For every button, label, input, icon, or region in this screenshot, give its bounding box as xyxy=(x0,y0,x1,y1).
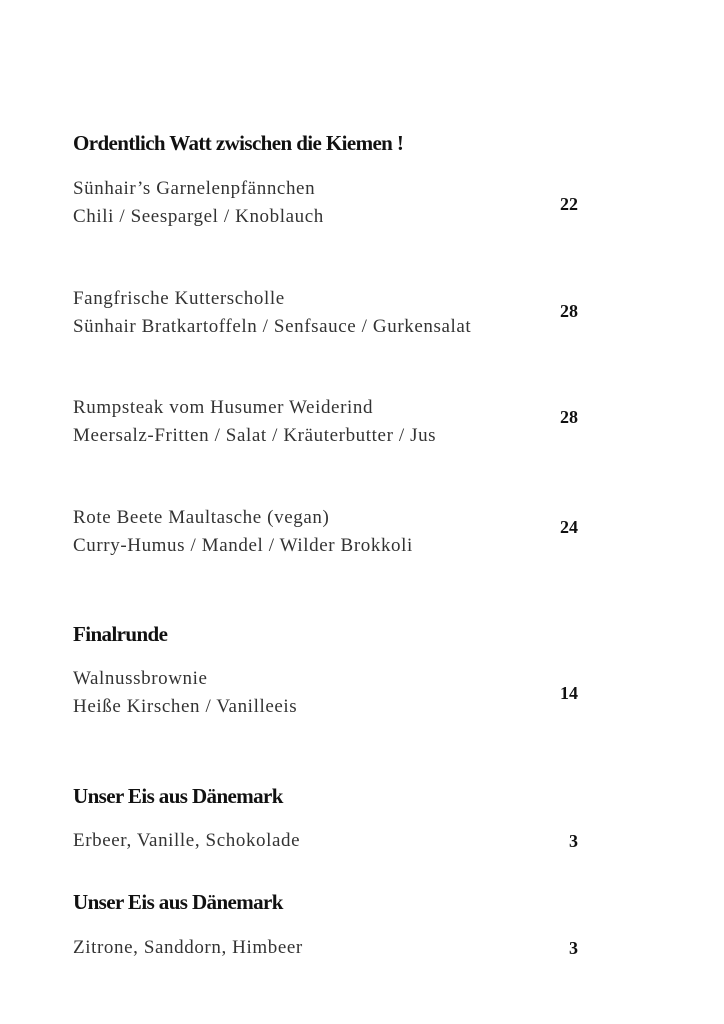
item-description: Heiße Kirschen / Vanilleeis xyxy=(73,696,298,717)
section-title: Finalrunde xyxy=(73,622,168,646)
item-price: 22 xyxy=(560,194,578,214)
item-name: Zitrone, Sanddorn, Himbeer xyxy=(73,937,303,958)
item-description: Chili / Seespargel / Knoblauch xyxy=(73,206,324,227)
item-price: 14 xyxy=(560,683,578,703)
item-description: Meersalz-Fritten / Salat / Kräuterbutter / Jus xyxy=(73,425,437,446)
section-title: Ordentlich Watt zwischen die Kiemen ! xyxy=(73,131,404,155)
item-name: Sünhair’s Garnelenpfännchen xyxy=(73,178,316,199)
item-price: 3 xyxy=(569,938,578,958)
item-name: Walnussbrownie xyxy=(73,668,208,689)
item-price: 3 xyxy=(569,831,578,851)
item-name: Fangfrische Kutterscholle xyxy=(73,288,285,309)
section-title: Unser Eis aus Dänemark xyxy=(73,890,283,914)
item-description: Sünhair Bratkartoffeln / Senfsauce / Gurkensalat xyxy=(73,316,472,337)
item-name: Rumpsteak vom Husumer Weiderind xyxy=(73,397,374,418)
item-description: Curry-Humus / Mandel / Wilder Brokkoli xyxy=(73,535,413,556)
item-price: 24 xyxy=(560,517,578,537)
item-name: Erbeer, Vanille, Schokolade xyxy=(73,830,301,851)
item-price: 28 xyxy=(560,407,578,427)
item-price: 28 xyxy=(560,301,578,321)
section-title: Unser Eis aus Dänemark xyxy=(73,784,283,808)
item-name: Rote Beete Maultasche (vegan) xyxy=(73,507,330,528)
